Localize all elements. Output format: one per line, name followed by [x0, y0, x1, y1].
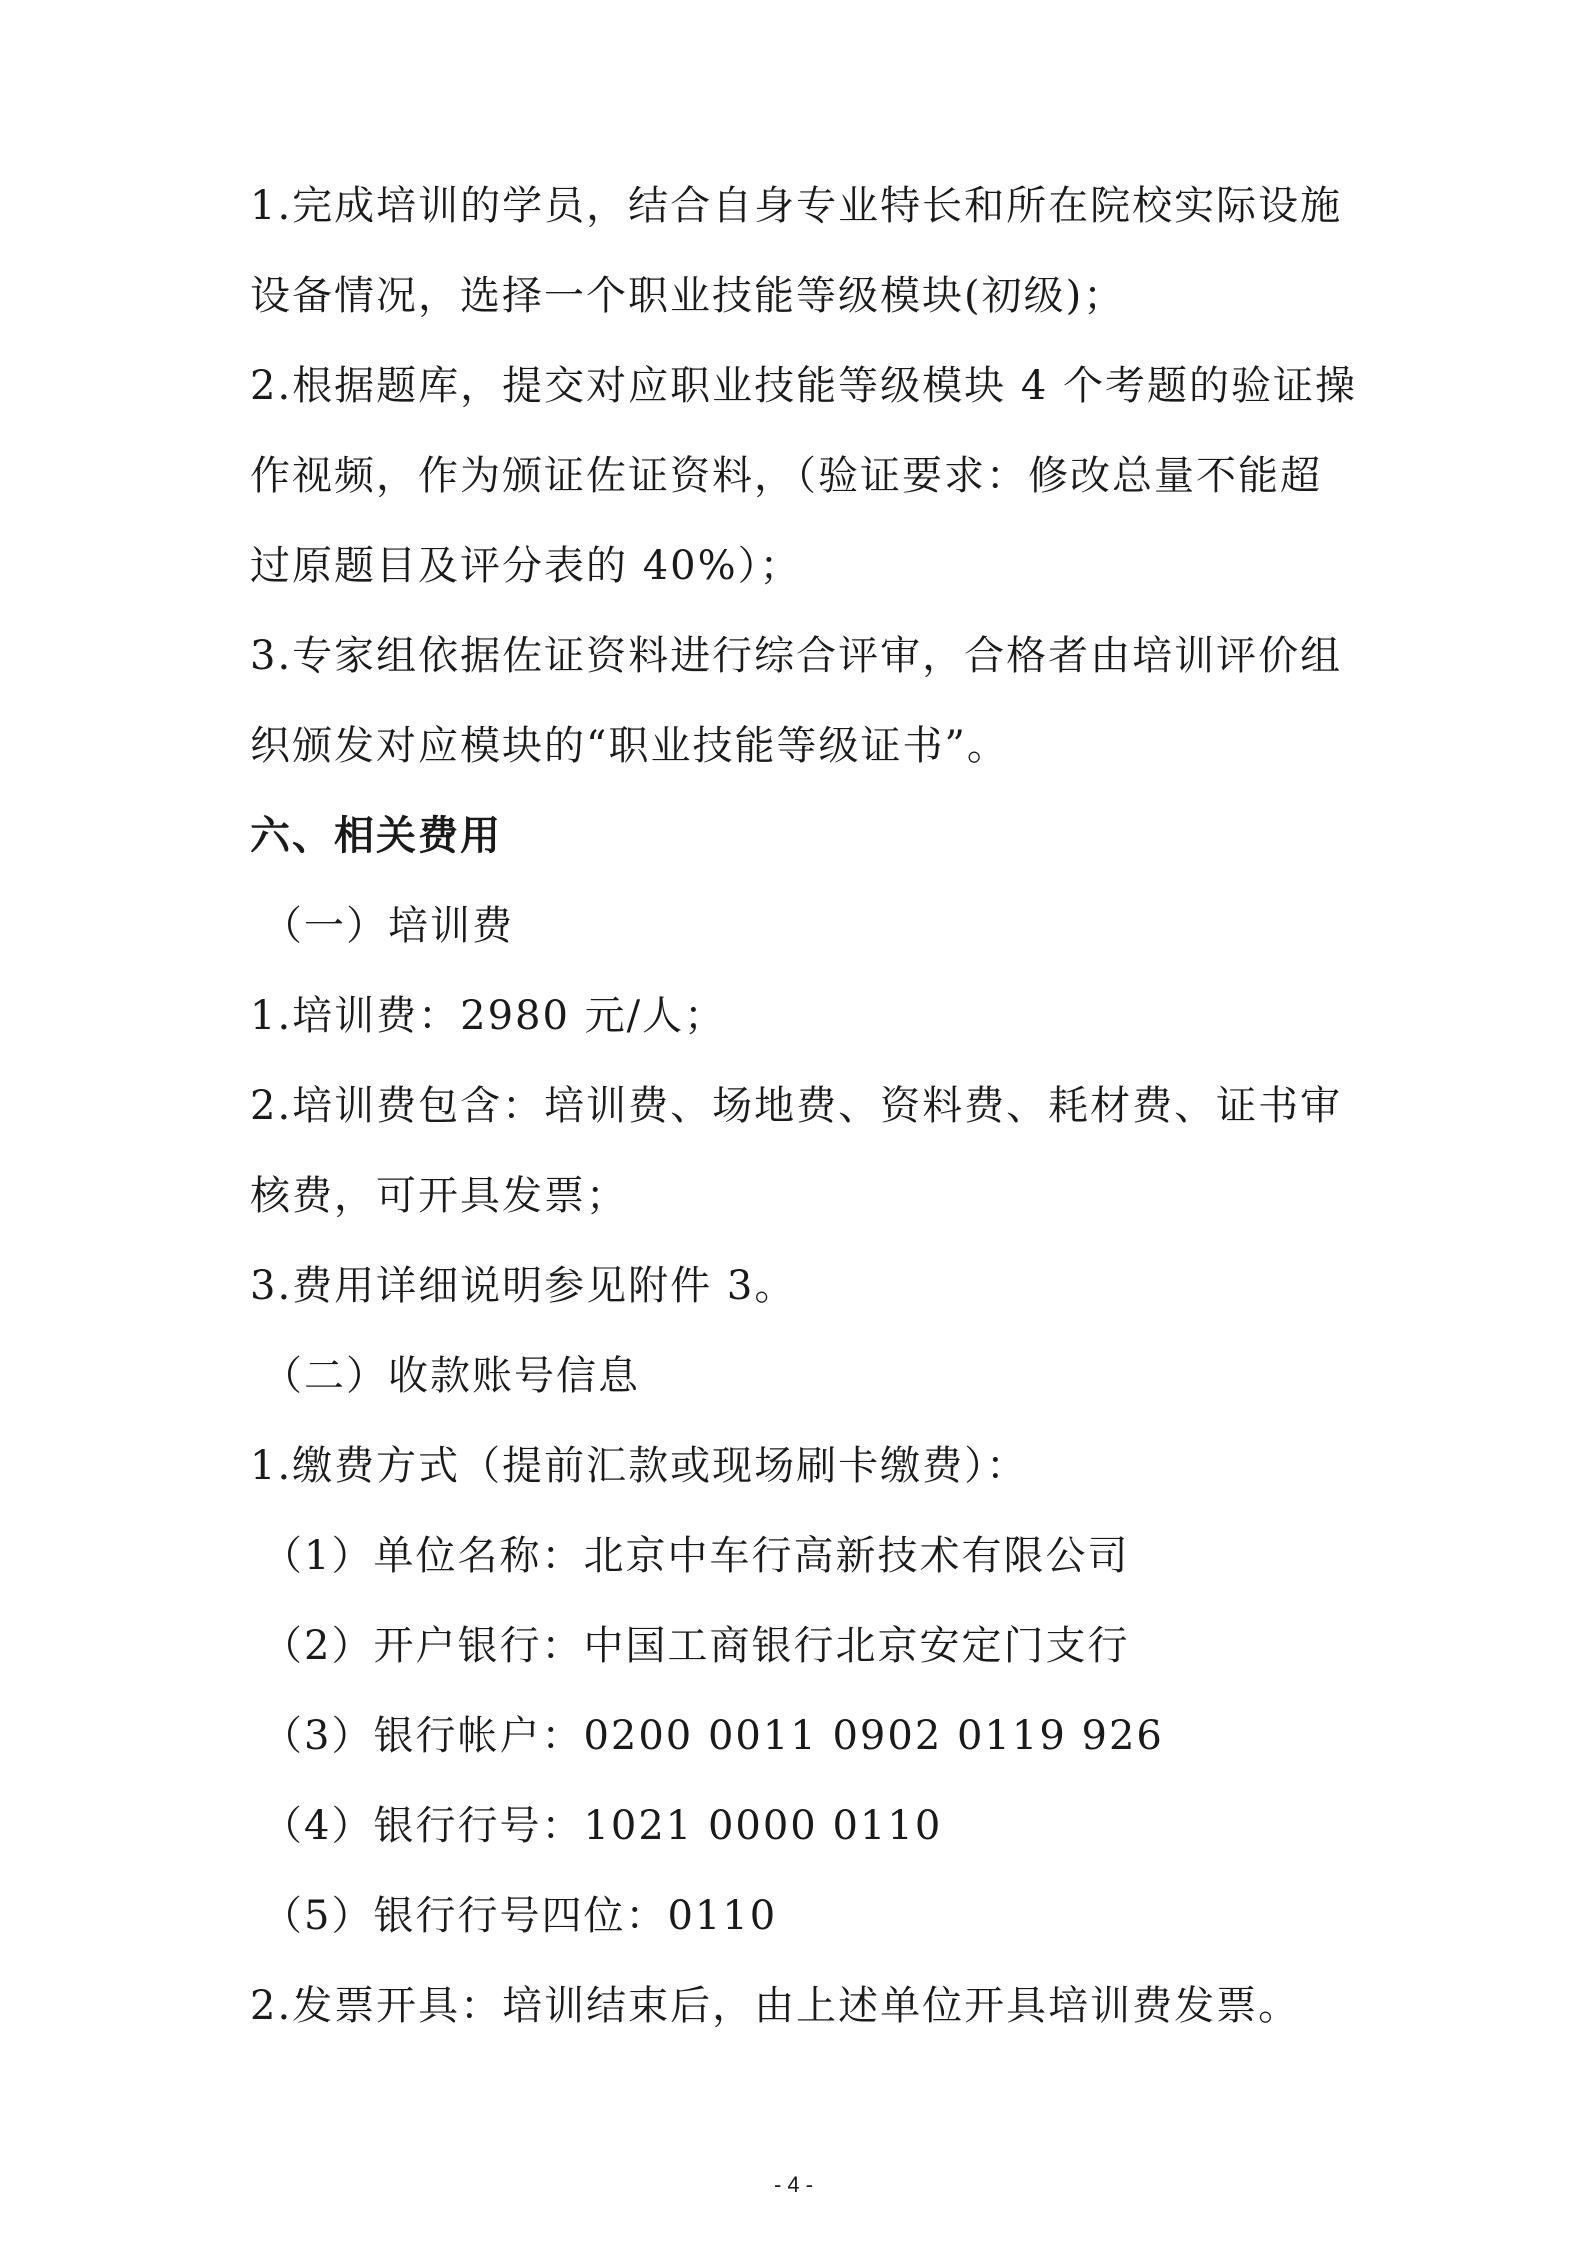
page-number: - 4 -: [773, 2172, 814, 2197]
paragraph-line: 过原题目及评分表的 40%）；: [250, 543, 802, 589]
account-line: （5）银行行号四位：0110: [262, 1893, 778, 1939]
paragraph-line: 织颁发对应模块的“职业技能等级证书”。: [250, 723, 1009, 769]
account-line: （4）银行行号：1021 0000 0110: [262, 1803, 943, 1849]
account-line: （3）银行帐户：0200 0011 0902 0119 926: [262, 1713, 1164, 1759]
account-line: （2）开户银行：中国工商银行北京安定门支行: [262, 1623, 1130, 1669]
list-item: 2.培训费包含：培训费、场地费、资料费、耗材费、证书审: [250, 1083, 1343, 1129]
section-heading: 六、相关费用: [250, 813, 502, 859]
paragraph-line: 设备情况，选择一个职业技能等级模块(初级)；: [250, 273, 1126, 319]
subsection-heading: （二）收款账号信息: [262, 1353, 640, 1399]
paragraph-line: 作视频，作为颁证佐证资料，（验证要求：修改总量不能超: [250, 453, 1322, 499]
paragraph-line: 2.根据题库，提交对应职业技能等级模块 4 个考题的验证操: [250, 363, 1358, 409]
paragraph-line: 1.完成培训的学员，结合自身专业特长和所在院校实际设施: [250, 183, 1343, 229]
list-item: 2.发票开具：培训结束后，由上述单位开具培训费发票。: [250, 1983, 1301, 2029]
subsection-heading: （一）培训费: [262, 903, 514, 949]
paragraph-line: 3.专家组依据佐证资料进行综合评审，合格者由培训评价组: [250, 633, 1343, 679]
list-item: 3.费用详细说明参见附件 3。: [250, 1263, 797, 1309]
list-item: 核费，可开具发票；: [250, 1173, 628, 1219]
account-line: （1）单位名称：北京中车行高新技术有限公司: [262, 1533, 1130, 1579]
list-item: 1.缴费方式（提前汇款或现场刷卡缴费）：: [250, 1443, 1029, 1489]
list-item: 1.培训费：2980 元/人；: [250, 993, 727, 1039]
